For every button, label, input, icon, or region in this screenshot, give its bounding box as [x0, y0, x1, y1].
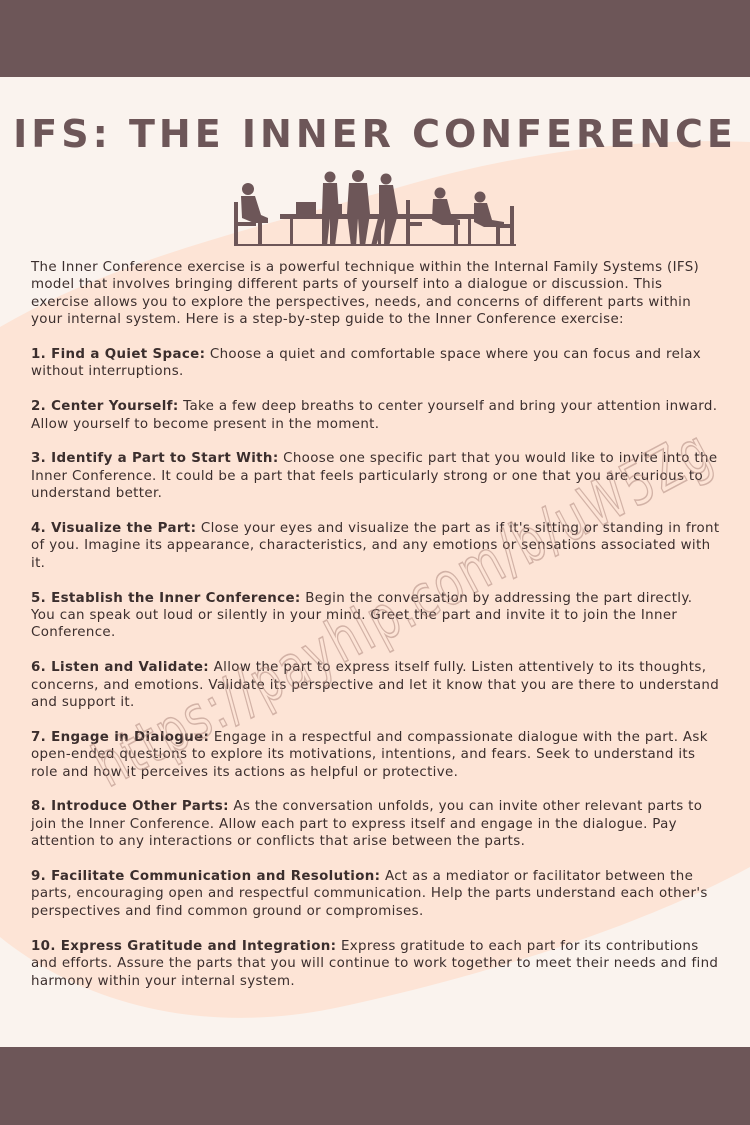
step-text: Take a few deep breaths to center yourself and bring your attention inward. Allow yourself to become present in the moment.	[31, 399, 718, 432]
step-title: 2. Center Yourself:	[31, 399, 179, 415]
step-text: Engage in a respectful and compassionate dialogue with the part. Ask open-ended questions to explore its motivations, intentions, and fears. Seek to understand its role and how it perceives its actions as helpful or protective.	[31, 729, 708, 780]
article-body	[31, 259, 721, 1007]
step-title: 9. Facilitate Communication and Resolution:	[31, 869, 381, 885]
step-text: Close your eyes and visualize the part as if it's sitting or standing in front of you. Imagine its appearance, characteristics, and any emotions or sensations associated with it.	[31, 521, 720, 571]
step-item	[31, 938, 721, 990]
bottom-band	[0, 1047, 750, 1125]
step-title: 7. Engage in Dialogue:	[31, 729, 210, 745]
step-text: Choose one specific part that you would like to invite into the Inner Conference. It could be a part that feels particularly strong or one that you are curious to understand better.	[31, 451, 718, 502]
step-title: 4. Visualize the Part:	[31, 521, 197, 537]
step-text: Choose a quiet and comfortable space where you can focus and relax without interruptions.	[31, 347, 702, 380]
intro-paragraph: The Inner Conference exercise is a powerful technique within the Internal Family Systems (IFS) model that involves bringing different parts of yourself into a dialogue or discussion. This exercise allows you to explore the perspectives, needs, and concerns of different parts within your internal system. Here is a step-by-step guide to the Inner Conference exercise:	[31, 260, 700, 328]
step-text: Allow the part to express itself fully. Listen attentively to its thoughts, concerns, and emotions. Validate its perspective and let it know that you are there to understand and support it.	[31, 660, 720, 711]
step-text: As the conversation unfolds, you can invite other relevant parts to join the Inner Conference. Allow each part to express itself and engage in the dialogue. Pay attention to any interactions or conflicts that arise between the parts.	[31, 799, 703, 850]
step-item	[31, 346, 721, 381]
step-title: 1. Find a Quiet Space:	[31, 347, 206, 363]
step-title: 8. Introduce Other Parts:	[31, 799, 229, 815]
step-item	[31, 659, 721, 711]
step-title: 3. Identify a Part to Start With:	[31, 451, 279, 467]
top-band	[0, 0, 750, 77]
step-item	[31, 729, 721, 781]
step-title: 10. Express Gratitude and Integration:	[31, 938, 337, 954]
step-item	[31, 868, 721, 920]
step-text: Express gratitude to each part for its contributions and efforts. Assure the parts that you will continue to work together to meet their needs and find harmony within your internal system.	[31, 938, 719, 989]
step-item	[31, 398, 721, 433]
step-title: 6. Listen and Validate:	[31, 660, 210, 676]
step-text: Begin the conversation by addressing the part directly. You can speak out loud or silently in your mind. Greet the part and invite it to join the Inner Conference.	[31, 590, 693, 641]
step-item	[31, 450, 721, 502]
step-text: Act as a mediator or facilitator between the parts, encouraging open and respectful communication. Help the parts understand each other's perspectives and find common ground or compromises.	[31, 869, 708, 919]
step-item	[31, 590, 721, 642]
page-title: IFS: THE INNER CONFERENCE	[13, 112, 737, 156]
conference-meeting-silhouette-icon	[228, 170, 522, 248]
step-item	[31, 520, 721, 572]
step-item	[31, 798, 721, 850]
step-title: 5. Establish the Inner Conference:	[31, 590, 301, 606]
